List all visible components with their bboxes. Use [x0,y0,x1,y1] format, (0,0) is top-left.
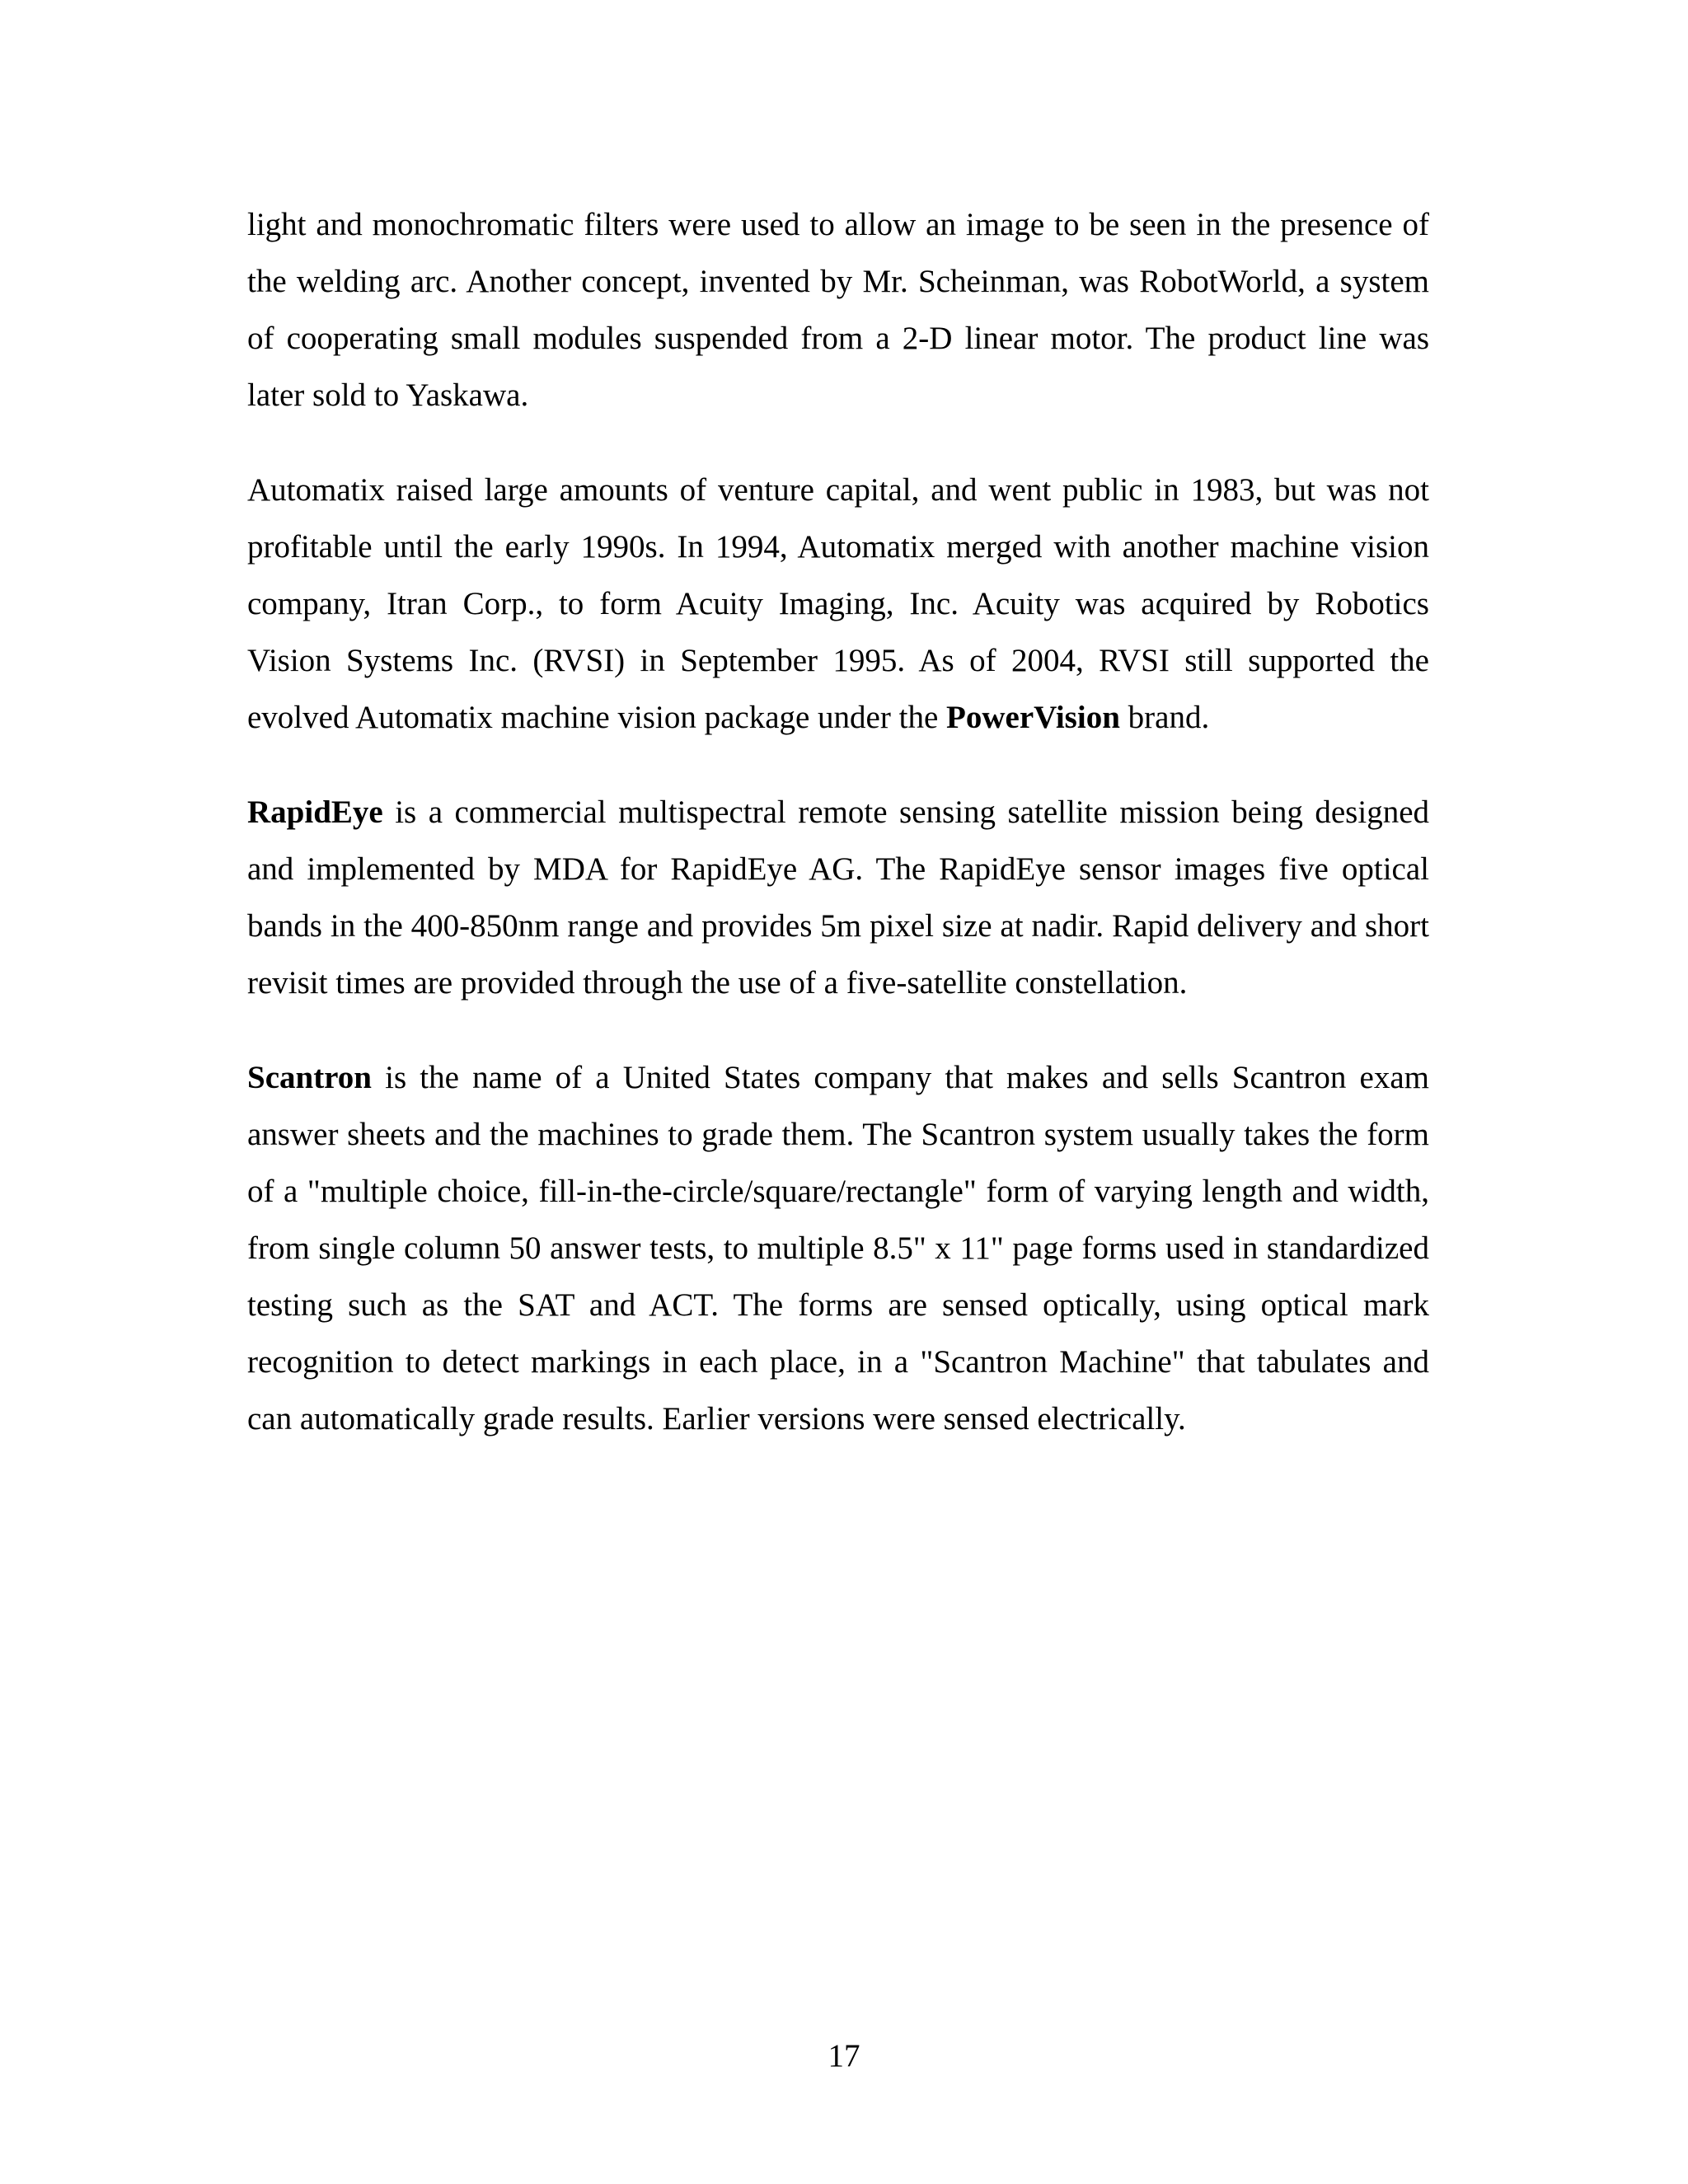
bold-term-scantron: Scantron [247,1060,372,1095]
paragraph-rapideye [247,784,1429,1011]
bold-term-rapideye: RapidEye [247,794,383,830]
paragraph-text: Automatix raised large amounts of venture capital, and went public in 1983, but was not profitable until the early 1990s. In 1994, Automatix merged with another machine vision company, Itran Corp., to form Acuity Imaging, Inc. Acuity was acquired by Robotics Vision Systems Inc. (RVSI) in September 1995. As of 2004, RVSI still supported the evolved Automatix machine vision package under the [247,472,1429,735]
page-number: 17 [828,2038,860,2074]
paragraph-text: light and monochromatic filters were used to allow an image to be seen in the presence of the welding arc. Another concept, invented by Mr. Scheinman, was RobotWorld, a system of cooperating small modules suspended from a 2-D linear motor. The product line was later sold to Yaskawa. [247,207,1429,413]
paragraph-text: is the name of a United States company that makes and sells Scantron exam answer sheets and the machines to grade them. The Scantron system usually takes the form of a "multiple choice, fill-in-the-circle/square/rectangle" form of varying length and width, from single column 50 answer tests, to multiple 8.5" x 11" page forms used in standardized testing such as the SAT and ACT. The forms are sensed optically, using optical mark recognition to detect markings in each place, in a "Scantron Machine" that tabulates and can automatically grade results. Earlier versions were sensed electrically. [247,1060,1429,1436]
paragraph-text: is a commercial multispectral remote sensing satellite mission being designed and implemented by MDA for RapidEye AG. The RapidEye sensor images five optical bands in the 400-850nm range and provides 5m pixel size at nadir. Rapid delivery and short revisit times are provided through the use of a five-satellite constellation. [247,794,1429,1001]
page-body [247,196,1429,1485]
paragraph-automatix [247,462,1429,746]
bold-term-powervision: PowerVision [946,700,1120,735]
paragraph-scantron [247,1049,1429,1447]
paragraph-text-end: brand. [1119,700,1210,735]
paragraph-robotworld [247,196,1429,424]
